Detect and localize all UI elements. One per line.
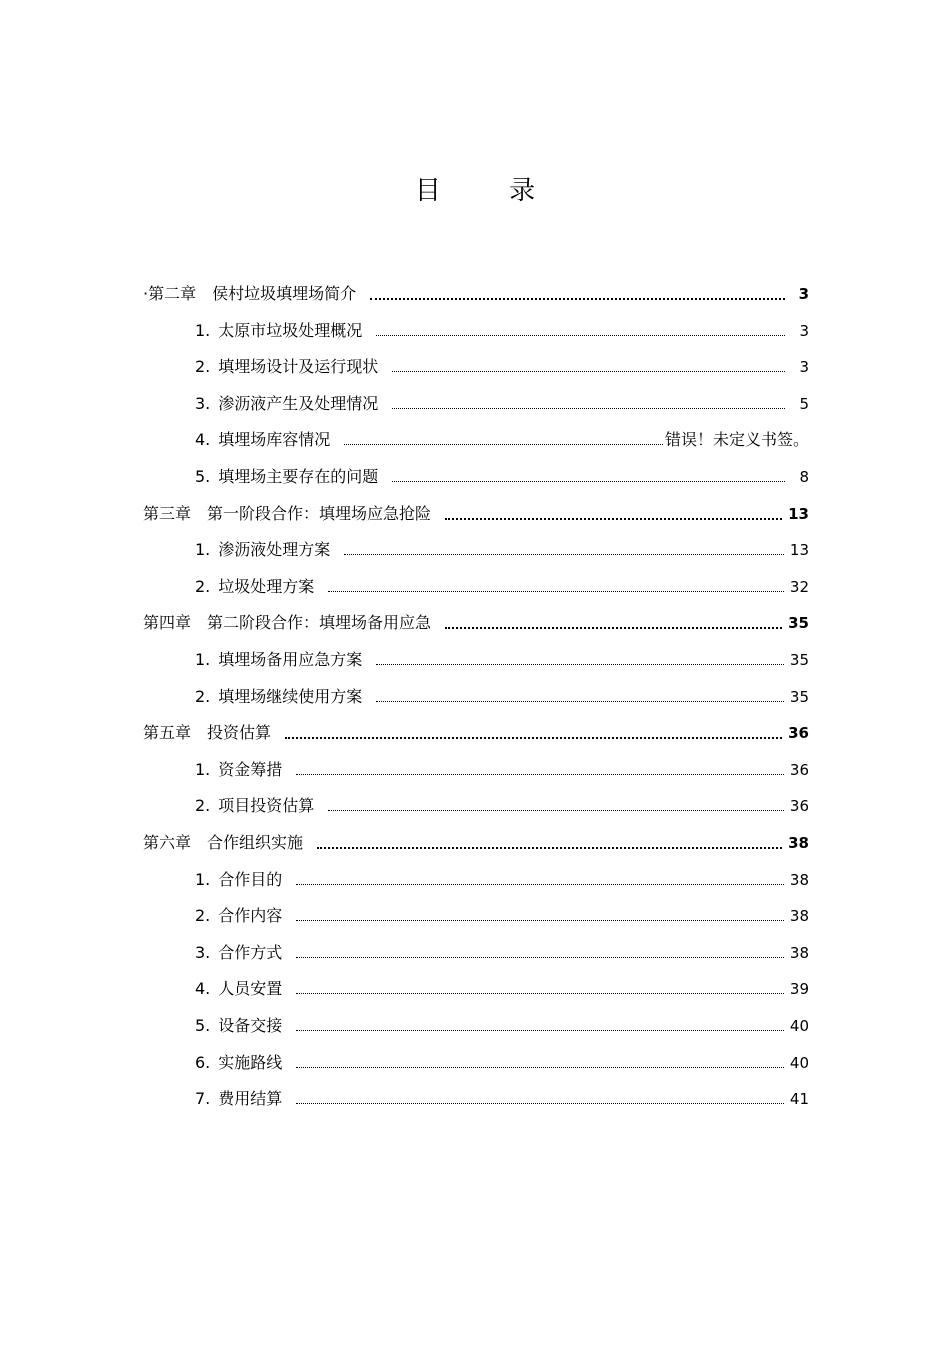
- toc-page-number: 38: [788, 834, 809, 852]
- toc-dot-leader: [376, 701, 784, 702]
- toc-section-entry[interactable]: [195, 319, 809, 343]
- toc-title: 目 录: [414, 176, 566, 206]
- toc-entry-number: 7.: [195, 1089, 211, 1108]
- toc-entry-number: 5.: [195, 1016, 211, 1035]
- toc-page-number: 38: [789, 907, 809, 925]
- toc-section-entry[interactable]: [195, 355, 809, 379]
- toc-entry-number: 第四章: [143, 613, 192, 632]
- toc-page-number: 36: [789, 761, 809, 779]
- toc-chapter-entry[interactable]: [143, 611, 809, 635]
- toc-dot-leader: [445, 627, 782, 629]
- toc-section-entry[interactable]: [195, 465, 809, 489]
- toc-entry-number: 第三章: [143, 504, 192, 523]
- toc-page-number: 3: [798, 285, 809, 303]
- toc-page-number: 35: [789, 651, 809, 669]
- toc-entry-title: 第一阶段合作：填埋场应急抢险: [207, 504, 432, 523]
- toc-dot-leader: [376, 664, 784, 665]
- toc-dot-leader: [376, 335, 785, 336]
- toc-section-entry[interactable]: [195, 904, 809, 928]
- toc-page-number: 5: [799, 395, 809, 413]
- toc-entry-number: 1.: [195, 650, 211, 669]
- toc-section-entry[interactable]: [195, 758, 809, 782]
- toc-page-number: 3: [799, 358, 809, 376]
- toc-entry-title: 费用结算: [218, 1089, 283, 1108]
- toc-page-number: 35: [788, 614, 809, 632]
- toc-dot-leader: [445, 518, 782, 520]
- toc-entry-number: 3.: [195, 943, 211, 962]
- toc-section-entry[interactable]: [195, 538, 809, 562]
- toc-section-entry[interactable]: [195, 1051, 809, 1075]
- toc-entry-title: 设备交接: [218, 1016, 283, 1035]
- toc-page-number: 41: [789, 1090, 809, 1108]
- toc-page-number: 38: [789, 944, 809, 962]
- toc-entry-title: 项目投资估算: [218, 796, 315, 815]
- toc-dot-leader: [392, 371, 785, 372]
- toc-entry-title: 投资估算: [207, 723, 272, 742]
- toc-page-number: 40: [789, 1054, 809, 1072]
- toc-dot-leader: [296, 1103, 784, 1104]
- toc-page-number: 13: [788, 505, 809, 523]
- toc-entry-title: 侯村垃圾填埋场简介: [212, 284, 357, 303]
- toc-section-entry[interactable]: [195, 685, 809, 709]
- toc-chapter-entry[interactable]: [143, 831, 809, 855]
- toc-entry-title: 垃圾处理方案: [218, 577, 315, 596]
- toc-entry-title: 渗沥液产生及处理情况: [218, 394, 379, 413]
- toc-entry-number: 2.: [195, 357, 211, 376]
- toc-dot-leader: [392, 408, 785, 409]
- toc-section-entry[interactable]: [195, 1014, 809, 1038]
- toc-entry-title: 填埋场继续使用方案: [218, 687, 363, 706]
- toc-entry-number: 4.: [195, 430, 211, 449]
- toc-entry-title: 填埋场库容情况: [218, 430, 331, 449]
- toc-entry-title: 渗沥液处理方案: [218, 540, 331, 559]
- toc-entry-number: 2.: [195, 687, 211, 706]
- toc-page-number: 39: [789, 980, 809, 998]
- toc-section-entry[interactable]: [195, 1087, 809, 1111]
- toc-page-number: 32: [789, 578, 809, 596]
- toc-entry-title: 合作方式: [218, 943, 283, 962]
- toc-entry-number: 第六章: [143, 833, 192, 852]
- toc-section-entry[interactable]: [195, 428, 809, 452]
- toc-section-entry[interactable]: [195, 392, 809, 416]
- toc-entry-title: 填埋场备用应急方案: [218, 650, 363, 669]
- toc-page-number: 38: [789, 871, 809, 889]
- toc-page-number: 36: [788, 724, 809, 742]
- toc-entry-title: 实施路线: [218, 1053, 283, 1072]
- toc-dot-leader: [344, 554, 784, 555]
- toc-chapter-entry[interactable]: [143, 502, 809, 526]
- toc-dot-leader: [296, 993, 784, 994]
- toc-entry-number: 6.: [195, 1053, 211, 1072]
- toc-dot-leader: [328, 810, 784, 811]
- toc-page-number: 35: [789, 688, 809, 706]
- toc-dot-leader: [296, 1030, 784, 1031]
- toc-page-number: 3: [799, 322, 809, 340]
- toc-entry-title: 合作组织实施: [207, 833, 304, 852]
- toc-entry-number: 5.: [195, 467, 211, 486]
- toc-section-entry[interactable]: [195, 868, 809, 892]
- toc-entry-title: 人员安置: [218, 979, 283, 998]
- toc-entry-number: 1.: [195, 760, 211, 779]
- toc-entry-number: 2.: [195, 796, 211, 815]
- toc-dot-leader: [344, 444, 663, 445]
- toc-section-entry[interactable]: [195, 941, 809, 965]
- toc-entry-title: 第二阶段合作：填埋场备用应急: [207, 613, 432, 632]
- toc-entry-number: 1.: [195, 870, 211, 889]
- toc-entry-number: 2.: [195, 906, 211, 925]
- toc-page-number: 13: [789, 541, 809, 559]
- toc-dot-leader: [296, 957, 784, 958]
- toc-dot-leader: [296, 884, 784, 885]
- toc-dot-leader: [296, 1067, 784, 1068]
- toc-page-number: 错误！未定义书签。: [664, 430, 809, 449]
- toc-entry-number: 第五章: [143, 723, 192, 742]
- toc-entry-title: 填埋场设计及运行现状: [218, 357, 379, 376]
- toc-entry-title: 合作目的: [218, 870, 283, 889]
- toc-chapter-entry[interactable]: [143, 721, 809, 745]
- toc-entry-number: ·第二章: [143, 284, 197, 303]
- toc-section-entry[interactable]: [195, 794, 809, 818]
- toc-dot-leader: [392, 481, 785, 482]
- toc-dot-leader: [285, 737, 782, 739]
- toc-entry-number: 1.: [195, 321, 211, 340]
- toc-dot-leader: [296, 774, 784, 775]
- toc-entry-title: 填埋场主要存在的问题: [218, 467, 379, 486]
- toc-entry-number: 3.: [195, 394, 211, 413]
- toc-dot-leader: [328, 591, 784, 592]
- toc-page-number: 8: [799, 468, 809, 486]
- toc-entry-title: 合作内容: [218, 906, 283, 925]
- toc-section-entry[interactable]: [195, 977, 809, 1001]
- toc-entry-number: 1.: [195, 540, 211, 559]
- toc-dot-leader: [296, 920, 784, 921]
- toc-section-entry[interactable]: [195, 648, 809, 672]
- toc-page-number: 36: [789, 797, 809, 815]
- toc-chapter-entry[interactable]: [143, 282, 809, 306]
- toc-dot-leader: [317, 847, 782, 849]
- toc-dot-leader: [370, 298, 785, 300]
- toc-entry-number: 4.: [195, 979, 211, 998]
- toc-entry-number: 2.: [195, 577, 211, 596]
- toc-entry-title: 太原市垃圾处理概况: [218, 321, 363, 340]
- toc-page-number: 40: [789, 1017, 809, 1035]
- toc-section-entry[interactable]: [195, 575, 809, 599]
- toc-entry-title: 资金筹措: [218, 760, 283, 779]
